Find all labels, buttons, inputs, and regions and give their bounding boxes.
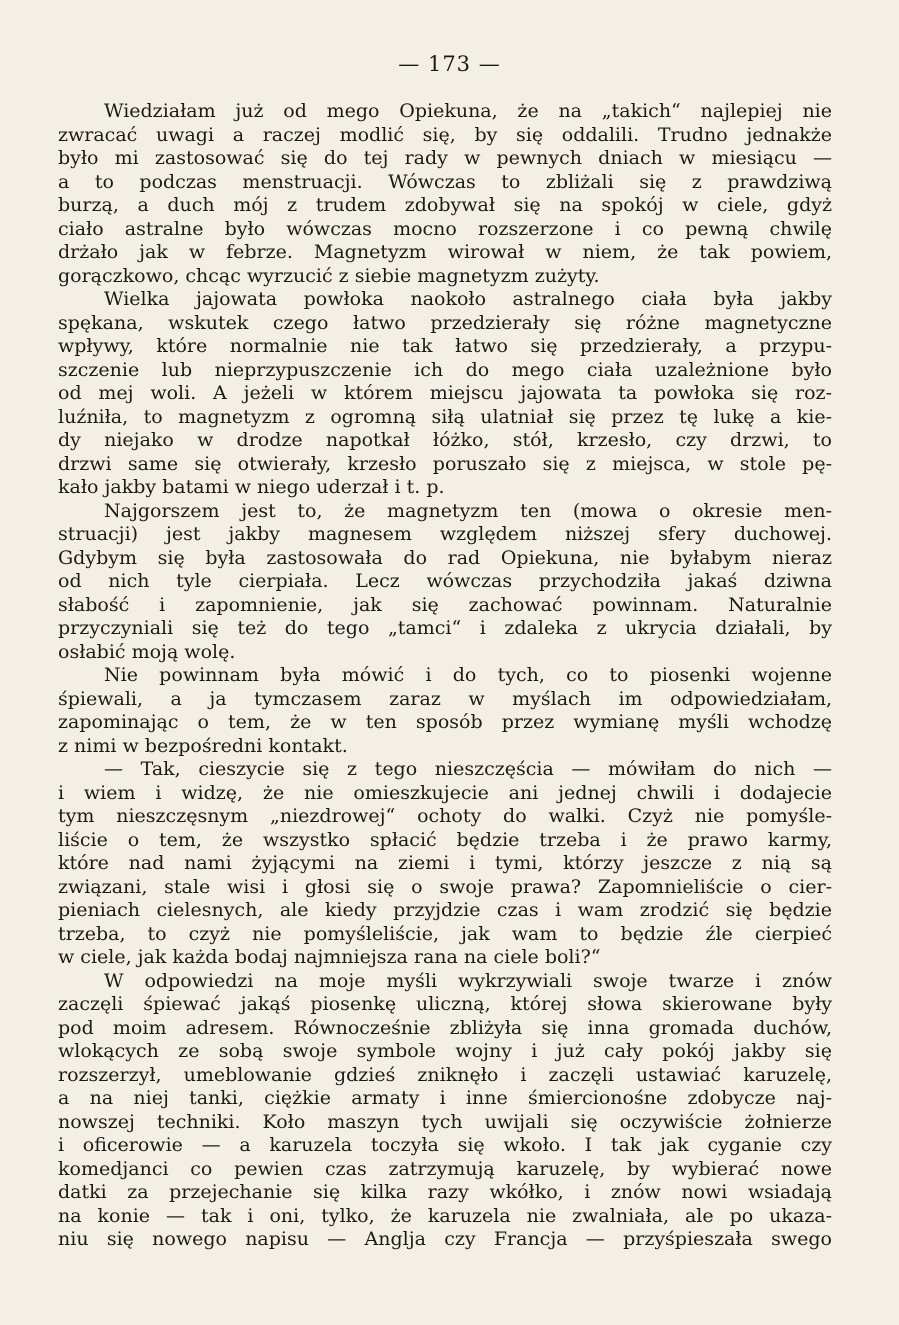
text-line: struacji) jest jakby magnesem względem niższej sfery duchowej. bbox=[58, 523, 832, 545]
text-line: zwracać uwagi a raczej modlić się, by się oddalili. Trudno jednakże bbox=[58, 123, 832, 146]
text-line: słabość i zapomnienie, jak się zachować powinnam. Naturalnie bbox=[58, 593, 832, 616]
text-line: i wiem i widzę, że nie omieszkujecie ani jednej chwili i dodajecie bbox=[58, 781, 832, 804]
text-line: od nich tyle cierpiała. Lecz wówczas przychodziła jakaś dziwna bbox=[58, 570, 832, 592]
text-line: nowszej techniki. Koło maszyn tych uwijali się oczywiście żołnierze bbox=[58, 1110, 832, 1133]
text-line: niu się nowego napisu — Anglja czy Francja — przyśpieszała swego bbox=[58, 1228, 832, 1250]
text-line: pod moim adresem. Równocześnie zbliżyła się inna gromada duchów, bbox=[58, 1016, 832, 1039]
text-line: które nad nami żyjącymi na ziemi i tymi, którzy jeszcze z nią są bbox=[58, 852, 832, 874]
text-line: szczenie lub nieprzypuszczenie ich do mego ciała uzależnione było bbox=[58, 358, 832, 381]
text-line: Najgorszem jest to, że magnetyzm ten (mowa o okresie men- bbox=[104, 499, 832, 522]
text-line: rozszerzył, umeblowanie gdzieś zniknęło i zaczęli ustawiać karuzelę, bbox=[58, 1063, 832, 1086]
text-line: trzeba, to czyż nie pomyśleliście, jak wam to będzie źle cierpieć bbox=[58, 922, 832, 945]
text-line: spękana, wskutek czego łatwo przedzierały się różne magnetyczne bbox=[58, 311, 832, 334]
text-line: śpiewali, a ja tymczasem zaraz w myślach im odpowiedziałam, bbox=[58, 687, 832, 710]
text-line: Nie powinnam była mówić i do tych, co to piosenki wojenne bbox=[104, 664, 832, 686]
text-line: dy niejako w drodze napotkał łóżko, stół, krzesło, czy drzwi, to bbox=[58, 429, 832, 451]
text-line: — Tak, cieszycie się z tego nieszczęścia — mówiłam do nich — bbox=[104, 758, 832, 780]
text-line: burzą, a duch mój z trudem zdobywał się na spokój w ciele, gdyż bbox=[58, 194, 832, 216]
text-line: w ciele, jak każda bodaj najmniejsza rana na ciele boli?“ bbox=[58, 946, 601, 968]
text-line: kało jakby batami w niego uderzał i t. p. bbox=[58, 476, 445, 498]
text-line: drzwi same się otwierały, krzesło poruszało się z miejsca, w stole pę- bbox=[58, 452, 832, 475]
text-line: od mej woli. A jeżeli w którem miejscu jajowata ta powłoka się roz- bbox=[58, 382, 832, 404]
text-line: Wiedziałam już od mego Opiekuna, że na „takich“ najlepiej nie bbox=[104, 100, 832, 122]
text-line: wlokących ze sobą swoje symbole wojny i już cały pokój jakby się bbox=[58, 1040, 832, 1062]
body-text bbox=[58, 100, 832, 1252]
text-line: gorączkowo, chcąc wyrzucić z siebie magnetyzm zużyty. bbox=[58, 264, 600, 287]
text-line: a na niej tanki, ciężkie armaty i inne śmiercionośne zdobycze naj- bbox=[58, 1087, 832, 1109]
text-line: zapominając o tem, że w ten sposób przez wymianę myśli wchodzę bbox=[58, 711, 832, 733]
text-line: Gdybym się była zastosowała do rad Opiekuna, nie byłabym nieraz bbox=[58, 546, 832, 569]
text-line: przyczyniali się też do tego „tamci“ i zdaleka z ukrycia działali, by bbox=[58, 617, 832, 639]
text-line: liście o tem, że wszystko spłacić będzie trzeba i że prawo karmy, bbox=[58, 828, 832, 851]
text-line: związani, stale wisi i głosi się o swoje prawa? Zapomnieliście o cier- bbox=[58, 875, 832, 898]
text-line: tym nieszczęsnym „niezdrowej“ ochoty do walki. Czyż nie pomyśle- bbox=[58, 805, 832, 827]
text-line: datki za przejechanie się kilka razy wkółko, i znów nowi wsiadają bbox=[58, 1181, 832, 1203]
text-line: drżało jak w febrze. Magnetyzm wirował w niem, że tak powiem, bbox=[58, 241, 832, 263]
text-line: osłabić moją wolę. bbox=[58, 640, 236, 663]
text-line: wpływy, które normalnie nie tak łatwo się przedzierały, a przypu- bbox=[58, 335, 832, 357]
text-line: pieniach cielesnych, ale kiedy przyjdzie czas i wam zrodzić się będzie bbox=[58, 899, 832, 921]
text-line: W odpowiedzi na moje myśli wykrzywiali swoje twarze i znów bbox=[104, 969, 832, 992]
text-line: było mi zastosować się do tej rady w pewnych dniach w miesiącu — bbox=[58, 147, 832, 169]
text-line: luźniła, to magnetyzm z ogromną siłą ulatniał się przez tę lukę a kie- bbox=[58, 405, 832, 428]
text-line: zaczęli śpiewać jakąś piosenkę uliczną, której słowa skierowane były bbox=[58, 993, 832, 1015]
text-line: na konie — tak i oni, tylko, że karuzela nie zwalniała, ale po ukaza- bbox=[58, 1204, 832, 1227]
text-line: z nimi w bezpośredni kontakt. bbox=[58, 734, 348, 757]
text-line: komedjanci co pewien czas zatrzymują karuzelę, by wybierać nowe bbox=[58, 1157, 832, 1180]
text-line: Wielka jajowata powłoka naokoło astralnego ciała była jakby bbox=[104, 288, 832, 310]
text-line: a to podczas menstruacji. Wówczas to zbliżali się z prawdziwą bbox=[58, 170, 832, 193]
text-line: i oficerowie — a karuzela toczyła się wkoło. I tak jak cyganie czy bbox=[58, 1134, 832, 1156]
page-number: — 173 — bbox=[398, 52, 501, 76]
text-line: ciało astralne było wówczas mocno rozszerzone i co pewną chwilę bbox=[58, 217, 832, 240]
